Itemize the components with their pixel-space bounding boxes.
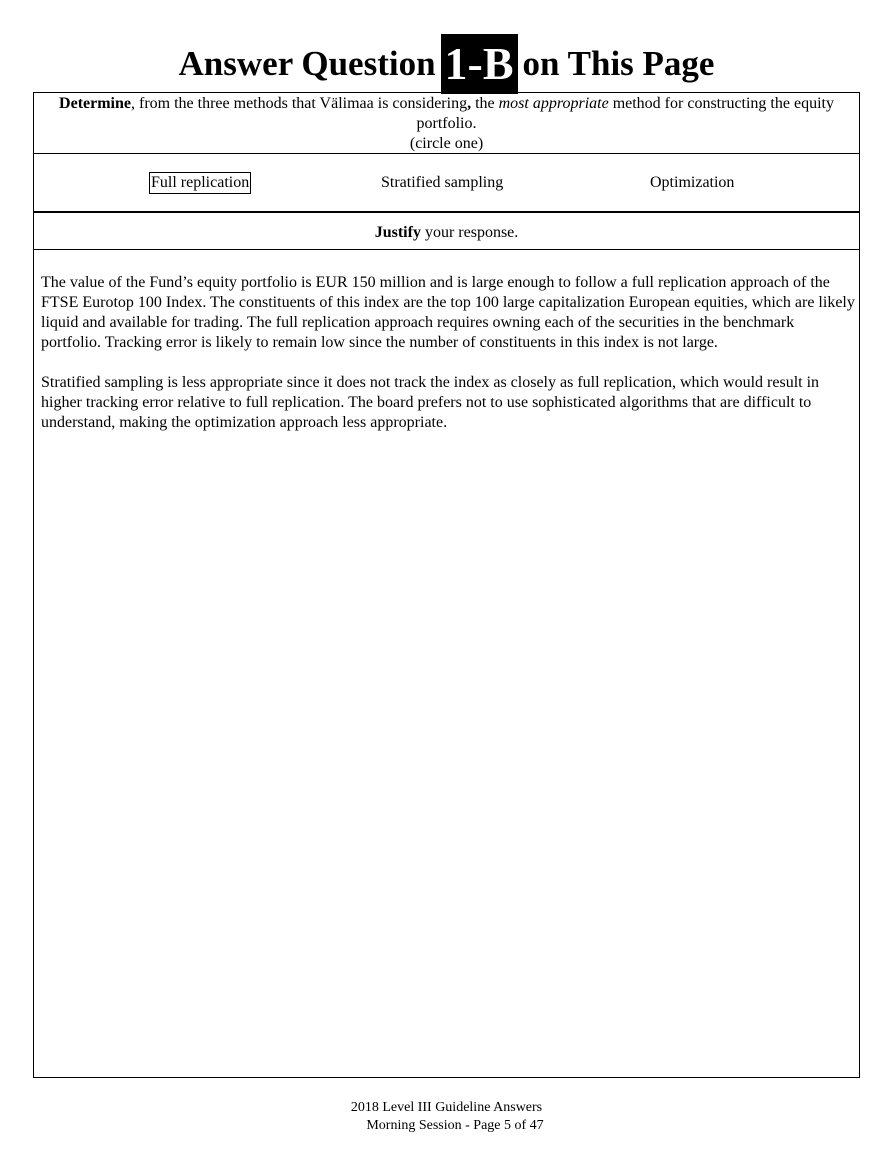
footer-page-number: Morning Session - Page 5 of 47 [366,1118,544,1133]
page-footer [0,1099,893,1135]
justify-verb: Justify [374,224,421,241]
answer-form [33,92,860,1078]
instruction-row [34,93,859,154]
title-suffix: on This Page [522,43,715,83]
circle-one-note: (circle one) [409,135,484,152]
instruction-text-3: method for constructing the equity portfolio. [416,95,834,132]
options-row [34,154,859,213]
instruction-text-1: , from the three methods that Välimaa is considering [131,95,468,112]
justify-row [34,213,859,250]
response-paragraph: The value of the Fund’s equity portfolio is EUR 150 million and is large enough to follow a full replication approach of the FTSE Eurotop 100 Index. The constituents of this index are the top 100 large capitalization European equities, which are likely liquid and available for trading. The full replication approach requires owning each of the securities in the benchmark portfolio. Tracking error is likely to remain low since the number of constituents in this index is not large. [41,274,855,351]
response-paragraph: Stratified sampling is less appropriate since it does not track the index as closely as full replication, which would result in higher tracking error relative to full replication. The board prefers not to use sophisticated algorithms that are difficult to understand, making the optimization approach less appropriate. [41,374,820,431]
question-number-badge: 1-B [441,34,518,94]
justify-text: your response. [420,224,519,241]
option-full-replication[interactable]: Full replication [149,172,251,194]
option-stratified-sampling[interactable]: Stratified sampling [381,174,504,191]
instruction-emphasis: most appropriate [498,95,609,112]
title-prefix: Answer Question [178,43,436,83]
page-title [0,30,893,92]
option-optimization[interactable]: Optimization [650,174,735,191]
response-area [41,273,856,453]
footer-document-title: 2018 Level III Guideline Answers [350,1100,543,1115]
instruction-text-2: the [471,95,499,112]
instruction-comma: , [467,95,472,112]
instruction-verb: Determine [59,95,131,112]
